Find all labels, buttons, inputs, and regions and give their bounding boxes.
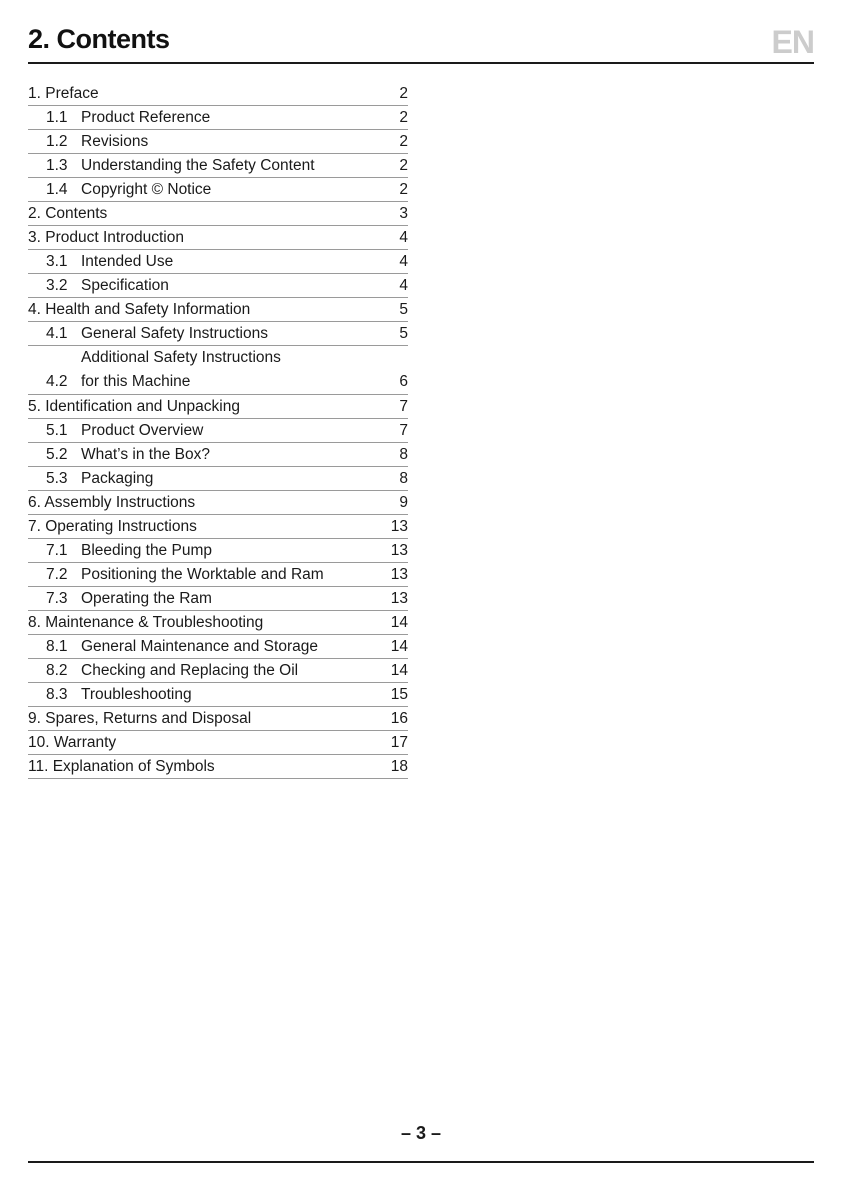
toc-entry[interactable] (28, 130, 408, 154)
toc-entry[interactable] (28, 635, 408, 659)
toc-entry-label: Troubleshooting (81, 686, 192, 703)
toc-entry-label-line: Additional Safety Instructions (81, 349, 281, 366)
toc-entry-page: 17 (390, 734, 408, 751)
toc-entry-label: General Safety Instructions (81, 325, 268, 342)
toc-entry-label: 2. Contents (28, 205, 108, 222)
toc-entry-page: 14 (390, 662, 408, 679)
toc-entry-page: 16 (390, 710, 408, 727)
toc-entry-label: Product Reference (81, 109, 211, 126)
table-of-contents (28, 82, 408, 779)
toc-entry-label: 10. Warranty (28, 734, 117, 751)
toc-entry-page: 13 (390, 518, 408, 535)
toc-entry-label: General Maintenance and Storage (81, 638, 318, 655)
toc-entry-page: 14 (390, 638, 408, 655)
toc-entry[interactable] (28, 467, 408, 491)
toc-entry-page: 7 (399, 422, 408, 439)
toc-entry-label: Positioning the Worktable and Ram (81, 566, 324, 583)
toc-entry-number: 5.3 (46, 470, 68, 487)
toc-entry-page: 7 (399, 398, 408, 415)
toc-entry-label: Copyright © Notice (81, 181, 212, 198)
toc-entry-page: 8 (399, 446, 408, 463)
toc-entry-label: 4. Health and Safety Information (28, 301, 251, 318)
toc-entry-label: What’s in the Box? (81, 446, 210, 463)
toc-entry[interactable] (28, 731, 408, 755)
toc-entry-label: 5. Identification and Unpacking (28, 398, 240, 415)
toc-entry-page: 13 (390, 566, 408, 583)
toc-entry-number: 1.2 (46, 133, 68, 150)
toc-entry[interactable] (28, 106, 408, 130)
toc-entry-page: 4 (399, 229, 408, 246)
toc-entry-number: 8.3 (46, 686, 68, 703)
toc-entry-page: 2 (399, 181, 408, 198)
toc-entry[interactable] (28, 515, 408, 539)
toc-entry-page: 5 (399, 325, 408, 342)
toc-entry-label: 1. Preface (28, 85, 99, 102)
toc-entry-label: Revisions (81, 133, 149, 150)
toc-entry-number: 8.1 (46, 638, 68, 655)
toc-entry[interactable] (28, 226, 408, 250)
toc-entry[interactable] (28, 539, 408, 563)
toc-entry[interactable] (28, 298, 408, 322)
toc-entry[interactable] (28, 611, 408, 635)
toc-entry-page: 2 (399, 85, 408, 102)
toc-entry-page: 13 (390, 590, 408, 607)
toc-entry[interactable] (28, 202, 408, 226)
toc-entry-page: 2 (399, 157, 408, 174)
toc-entry-label: Product Overview (81, 422, 204, 439)
toc-entry-label: 9. Spares, Returns and Disposal (28, 710, 252, 727)
toc-entry-page: 14 (390, 614, 408, 631)
toc-entry-page: 4 (399, 253, 408, 270)
page-title: 2. Contents (28, 24, 170, 54)
toc-entry-page: 2 (399, 109, 408, 126)
toc-entry-page: 8 (399, 470, 408, 487)
toc-entry-label-line: for this Machine (81, 373, 191, 390)
toc-entry-number: 8.2 (46, 662, 68, 679)
toc-entry[interactable] (28, 563, 408, 587)
toc-entry[interactable] (28, 346, 408, 395)
toc-entry-label: Checking and Replacing the Oil (81, 662, 299, 679)
toc-entry-number: 3.2 (46, 277, 68, 294)
toc-entry-number: 5.2 (46, 446, 68, 463)
toc-entry-label: Specification (81, 277, 169, 294)
toc-entry-page: 3 (399, 205, 408, 222)
toc-entry[interactable] (28, 491, 408, 515)
toc-entry-page: 2 (399, 133, 408, 150)
toc-entry-label: 7. Operating Instructions (28, 518, 197, 535)
toc-entry[interactable] (28, 322, 408, 346)
toc-entry-number: 7.3 (46, 590, 68, 607)
toc-entry-label: Operating the Ram (81, 590, 212, 607)
toc-entry[interactable] (28, 395, 408, 419)
toc-entry[interactable] (28, 274, 408, 298)
toc-entry[interactable] (28, 683, 408, 707)
toc-entry-label: Bleeding the Pump (81, 542, 212, 559)
toc-entry-label: 6. Assembly Instructions (28, 494, 196, 511)
toc-entry-number: 1.3 (46, 157, 68, 174)
toc-entry[interactable] (28, 178, 408, 202)
toc-entry-label: 8. Maintenance & Troubleshooting (28, 614, 264, 631)
toc-entry-number: 7.2 (46, 566, 68, 583)
toc-entry[interactable] (28, 707, 408, 731)
toc-entry-number: 1.1 (46, 109, 68, 126)
toc-entry-label: Intended Use (81, 253, 174, 270)
toc-entry[interactable] (28, 659, 408, 683)
toc-entry[interactable] (28, 82, 408, 106)
toc-entry-page: 18 (390, 758, 408, 775)
toc-entry-number: 1.4 (46, 181, 68, 198)
toc-entry[interactable] (28, 154, 408, 178)
toc-entry-page: 4 (399, 277, 408, 294)
toc-entry[interactable] (28, 587, 408, 611)
toc-entry-number: 4.1 (46, 325, 68, 342)
toc-entry-page: 9 (399, 494, 408, 511)
toc-entry[interactable] (28, 250, 408, 274)
toc-entry[interactable] (28, 419, 408, 443)
toc-entry-number: 7.1 (46, 542, 68, 559)
page-number: – 3 – (400, 1123, 442, 1143)
toc-entry-page: 6 (399, 373, 408, 390)
footer-divider (28, 1161, 814, 1163)
toc-entry[interactable] (28, 443, 408, 467)
toc-entry-label: Understanding the Safety Content (81, 157, 315, 174)
toc-entry-number: 5.1 (46, 422, 68, 439)
language-badge: EN (771, 24, 814, 60)
toc-entry-page: 5 (399, 301, 408, 318)
toc-entry-label: 11. Explanation of Symbols (28, 758, 215, 775)
toc-entry[interactable] (28, 755, 408, 779)
toc-entry-label (81, 346, 378, 394)
toc-entry-number: 3.1 (46, 253, 68, 270)
page-header (28, 22, 814, 64)
toc-entry-number: 4.2 (46, 373, 68, 390)
toc-entry-label: 3. Product Introduction (28, 229, 184, 246)
toc-entry-label: Packaging (81, 470, 154, 487)
toc-entry-page: 15 (390, 686, 408, 703)
toc-entry-page: 13 (390, 542, 408, 559)
